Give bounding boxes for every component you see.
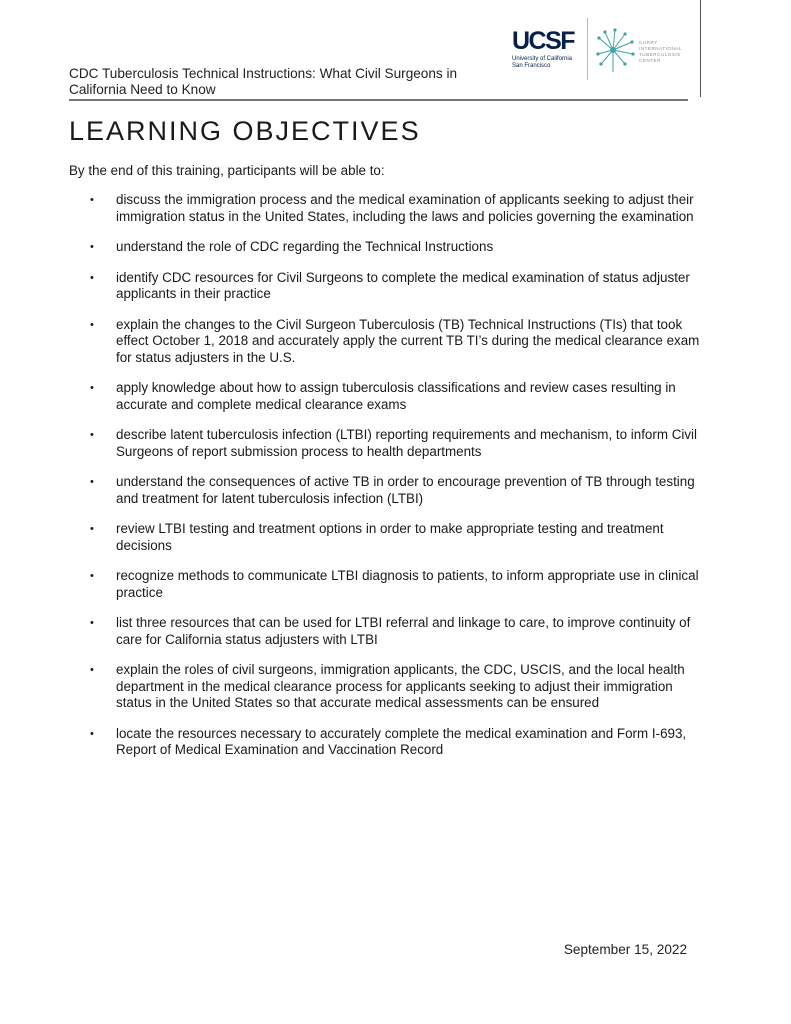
objective-item <box>90 726 700 759</box>
objective-item <box>90 474 700 507</box>
bullet-icon: • <box>90 523 94 535</box>
curry-center-name: CURRY INTERNATIONAL TUBERCULOSIS CENTER <box>639 40 682 63</box>
objective-text: review LTBI testing and treatment options in order to make appropriate testing and treatment decisions <box>116 521 664 553</box>
objective-text: explain the roles of civil surgeons, immigration applicants, the CDC, USCIS, and the local health department in the medical clearance process for applicants seeking to adjust their immigration status in the United States so that accurate medical assessments can be ensured <box>116 662 685 710</box>
bullet-icon: • <box>90 476 94 488</box>
logo-divider <box>587 18 588 80</box>
objective-text: describe latent tuberculosis infection (LTBI) reporting requirements and mechanism, to inform Civil Surgeons of report submission process to health departments <box>116 427 698 459</box>
ucsf-wordmark: UCSF <box>512 27 575 55</box>
objective-item <box>90 192 700 225</box>
objective-text: recognize methods to communicate LTBI diagnosis to patients, to inform appropriate use in clinical practice <box>116 568 699 600</box>
objective-item <box>90 615 700 648</box>
page-heading: LEARNING OBJECTIVES <box>69 116 421 146</box>
objective-text: discuss the immigration process and the medical examination of applicants seeking to adjust their immigration status in the United States, including the laws and policies governing the examination <box>116 192 694 224</box>
objective-text: identify CDC resources for Civil Surgeons to complete the medical examination of status adjuster applicants in their practice <box>116 269 690 301</box>
objective-text: list three resources that can be used for LTBI referral and linkage to care, to improve continuity of care for California status adjusters with LTBI <box>116 615 691 647</box>
objective-item <box>90 270 700 303</box>
intro-text: By the end of this training, participants will be able to: <box>69 163 385 178</box>
document-title: CDC Tuberculosis Technical Instructions: What Civil Surgeons in California Need to Know <box>69 66 458 97</box>
bullet-icon: • <box>90 727 94 740</box>
ucsf-subtitle: University of California San Francisco <box>512 56 573 69</box>
bullet-icon: • <box>90 318 94 331</box>
dandelion-icon <box>595 28 635 74</box>
bullet-icon: • <box>90 271 94 284</box>
objective-text: understand the consequences of active TB in order to encourage prevention of TB through testing and treatment for latent tuberculosis infection (LTBI) <box>116 474 695 506</box>
objective-item <box>90 427 700 460</box>
bullet-icon: • <box>90 429 94 441</box>
objective-item <box>90 317 700 367</box>
curry-center-logo <box>595 28 695 80</box>
objective-item <box>90 239 700 256</box>
bullet-icon: • <box>90 194 94 206</box>
page-edge-rule <box>700 0 701 97</box>
bullet-icon: • <box>90 382 94 394</box>
bullet-icon: • <box>90 617 94 629</box>
objective-text: apply knowledge about how to assign tuberculosis classifications and review cases resulting in accurate and complete medical clearance exams <box>116 380 676 412</box>
objective-item <box>90 521 700 554</box>
objective-text: understand the role of CDC regarding the Technical Instructions <box>116 239 494 254</box>
objectives-list <box>90 192 700 773</box>
objective-item <box>90 380 700 413</box>
ucsf-logo <box>512 29 592 81</box>
objective-item <box>90 568 700 601</box>
bullet-icon: • <box>90 570 94 582</box>
objective-text: locate the resources necessary to accurately complete the medical examination and Form I-693, Report of Medical Examination and Vaccination Record <box>116 725 687 757</box>
bullet-icon: • <box>90 241 94 253</box>
bullet-icon: • <box>90 664 94 676</box>
footer-date: September 15, 2022 <box>563 942 687 957</box>
objective-text: explain the changes to the Civil Surgeon Tuberculosis (TB) Technical Instructions (TIs) that took effect October 1, 2018 and accurately apply the current TB TI’s during the medical clearance exam for status adjusters in the U.S. <box>116 316 700 365</box>
header-divider <box>69 99 688 101</box>
objective-item <box>90 662 700 712</box>
